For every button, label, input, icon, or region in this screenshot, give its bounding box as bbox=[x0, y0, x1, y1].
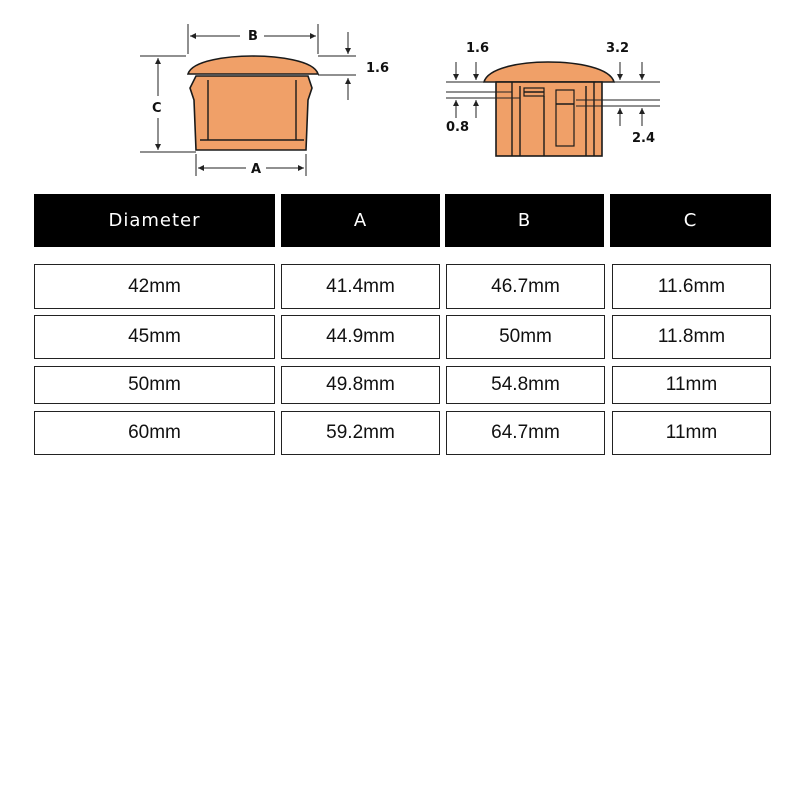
dim-label-2-4: 2.4 bbox=[632, 131, 656, 146]
table-cell-diameter: 60mm bbox=[34, 411, 275, 455]
table-cell-a: 49.8mm bbox=[281, 366, 440, 404]
dim-label-C: C bbox=[152, 101, 162, 116]
dimension-diagrams bbox=[0, 0, 800, 190]
table-cell-b: 64.7mm bbox=[446, 411, 605, 455]
header-a: A bbox=[281, 194, 440, 247]
table-cell-diameter: 45mm bbox=[34, 315, 275, 359]
plug-cap bbox=[188, 56, 318, 74]
dim-label-A: A bbox=[251, 162, 262, 177]
table-cell-c: 11.8mm bbox=[612, 315, 771, 359]
table-cell-a: 41.4mm bbox=[281, 264, 440, 309]
table-cell-a: 59.2mm bbox=[281, 411, 440, 455]
table-cell-c: 11mm bbox=[612, 366, 771, 404]
section-cap bbox=[484, 62, 614, 82]
table-cell-b: 46.7mm bbox=[446, 264, 605, 309]
header-b: B bbox=[445, 194, 604, 247]
header-diameter: Diameter bbox=[34, 194, 275, 247]
dim-label-1-6-section: 1.6 bbox=[466, 41, 490, 56]
dim-label-1-6-side: 1.6 bbox=[366, 61, 390, 76]
dim-label-B: B bbox=[248, 29, 258, 44]
table-cell-diameter: 50mm bbox=[34, 366, 275, 404]
table-cell-a: 44.9mm bbox=[281, 315, 440, 359]
side-view-diagram bbox=[140, 24, 389, 177]
table-cell-c: 11mm bbox=[612, 411, 771, 455]
header-c: C bbox=[610, 194, 771, 247]
dim-label-3-2: 3.2 bbox=[606, 41, 630, 56]
table-cell-b: 54.8mm bbox=[446, 366, 605, 404]
section-view-diagram bbox=[446, 41, 660, 156]
table-cell-diameter: 42mm bbox=[34, 264, 275, 309]
dim-label-0-8: 0.8 bbox=[446, 120, 470, 135]
table-cell-b: 50mm bbox=[446, 315, 605, 359]
table-cell-c: 11.6mm bbox=[612, 264, 771, 309]
